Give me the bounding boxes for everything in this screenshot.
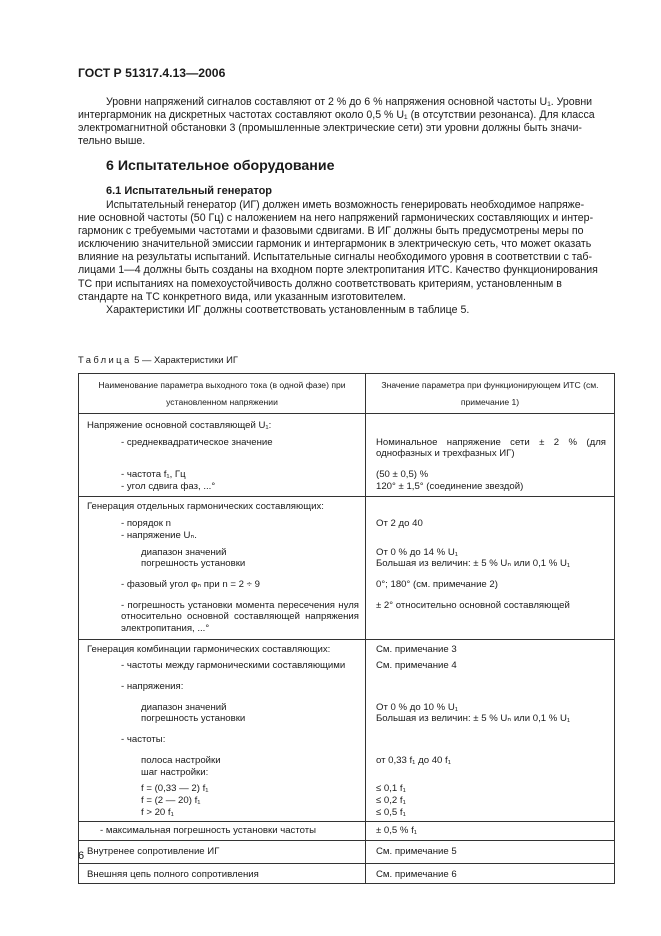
param-value: См. примечание 3 (376, 643, 457, 655)
param-value: См. примечание 6 (376, 868, 457, 880)
param-label: - частота f₁, Гц (121, 469, 186, 481)
param-label: шаг настройки: (141, 766, 209, 778)
param-label: - напряжения: (121, 681, 184, 693)
param-label: - угол сдвига фаз, ...° (121, 480, 216, 492)
param-label: - фазовый угол φₙ при n = 2 ÷ 9 (121, 578, 260, 590)
value-cell (366, 497, 615, 639)
characteristics-table (78, 373, 615, 884)
value-cell (366, 840, 615, 863)
param-value: См. примечание 5 (376, 845, 457, 857)
intro-line: интергармоник на дискретных частотах составляют около 0,5 % U₁ (в отсутствии резонанса). Для класса (78, 109, 595, 122)
param-value: От 2 до 40 (376, 518, 423, 530)
param-value: ± 0,5 % f₁ (376, 825, 418, 837)
group-title: Напряжение основной составляющей U₁: (87, 420, 272, 431)
param-value: Номинальное напряжение сети ± 2 % (для однофазных и трехфазных ИГ) (376, 436, 606, 460)
body-line: лицами 1—4 должны быть созданы на входном порте электропитания ИТС. Качество функционирования (78, 264, 598, 277)
parameter-cell (79, 863, 366, 884)
group-title: Генерация комбинации гармонических составляющих: (87, 643, 331, 655)
table-header-row (79, 374, 615, 414)
table-row (79, 414, 615, 497)
table-caption-title: 5 — Характеристики ИГ (134, 354, 238, 365)
param-value: 120° ± 1,5° (соединение звездой) (376, 480, 524, 492)
table-caption (78, 354, 238, 365)
body-line: ТС при испытаниях на помехоустойчивость должно соответствовать критериям, установленным в (78, 277, 562, 290)
param-label: Внутренее сопротивление ИГ (87, 845, 220, 857)
param-label: f = (2 — 20) f₁ (141, 794, 201, 806)
param-value: (50 ± 0,5) % (376, 469, 429, 481)
param-value: От 0 % до 14 % U₁ (376, 546, 459, 558)
body-line: стандарте на ТС конкретного вида, или указанным изготовителем. (78, 290, 406, 303)
param-label: погрешность установки (141, 558, 246, 570)
table-caption-word: Таблица (78, 354, 132, 365)
intro-line: электромагнитной обстановки 3 (промышленные электрические сети) эти уровни должны быть значи- (78, 122, 582, 135)
intro-line: Уровни напряжений сигналов составляют от 2 % до 6 % напряжения основной частоты U₁. Уровни (106, 96, 593, 108)
param-label: f > 20 f₁ (141, 806, 174, 818)
param-label: f = (0,33 — 2) f₁ (141, 783, 209, 795)
body-line: Испытательный генератор (ИГ) должен иметь возможность генерировать необходимое напряже- (106, 199, 585, 211)
param-value: См. примечание 4 (376, 660, 457, 672)
header-line: примечание 1) (460, 397, 520, 407)
param-label: диапазон значений (141, 546, 227, 558)
param-label: погрешность установки (141, 713, 246, 725)
parameter-cell (79, 840, 366, 863)
page-number: 6 (78, 850, 85, 862)
intro-line: тельно выше. (78, 135, 146, 148)
table-row (79, 863, 615, 884)
param-value: ≤ 0,1 f₁ (376, 783, 406, 795)
value-cell (366, 822, 615, 841)
param-label: диапазон значений (141, 701, 227, 713)
header-line: Значение параметра при функционирующем ИТС (см. (381, 380, 599, 390)
param-label: - напряжение Uₙ. (121, 529, 197, 541)
param-label: - частоты: (121, 734, 166, 746)
param-label: - частоты между гармоническими составляющими (121, 660, 346, 672)
table-row (79, 497, 615, 639)
header-line: Наименование параметра выходного тока (в одной фазе) при (98, 380, 346, 390)
table-row (79, 639, 615, 822)
param-label: - погрешность установки момента пересечения нуля относительно основной составляющей напряжения электропитания, ...° (121, 599, 359, 634)
param-value: ≤ 0,5 f₁ (376, 806, 406, 818)
param-value: Большая из величин: ± 5 % Uₙ или 0,1 % U₁ (376, 558, 571, 570)
body-line: Характеристики ИГ должны соответствовать установленным в таблице 5. (106, 303, 470, 316)
parameter-cell (79, 822, 366, 841)
parameter-cell (79, 639, 366, 822)
param-label: полоса настройки (141, 754, 221, 766)
param-value: ± 2° относительно основной составляющей (376, 599, 570, 611)
table-row (79, 840, 615, 863)
param-value: Большая из величин: ± 5 % Uₙ или 0,1 % U₁ (376, 713, 571, 725)
parameter-cell (79, 497, 366, 639)
column-header-value (366, 374, 615, 414)
param-value: от 0,33 f₁ до 40 f₁ (376, 754, 451, 766)
header-line: установленном напряжении (166, 397, 278, 407)
param-label: Внешняя цепь полного сопротивления (87, 868, 259, 880)
value-cell (366, 414, 615, 497)
parameter-cell (79, 414, 366, 497)
body-line: ние основной частоты (50 Гц) с наложением на него напряжений гармонических составляющих и интер- (78, 212, 594, 225)
param-label: - среднеквадратическое значение (121, 436, 273, 448)
param-value: От 0 % до 10 % U₁ (376, 701, 459, 713)
section-paragraph (78, 199, 614, 317)
param-value: ≤ 0,2 f₁ (376, 794, 406, 806)
body-line: исключению значительной эмиссии гармоник и интергармоник в электрическую сеть, что может оказать (78, 238, 592, 251)
table-row (79, 822, 615, 841)
body-line: влияние на результаты испытаний. Испытательные сигналы необходимого уровня в соответствии с таб- (78, 251, 593, 264)
subsection-heading: 6.1 Испытательный генератор (106, 185, 273, 197)
document-header: ГОСТ Р 51317.4.13—2006 (78, 66, 226, 80)
group-title: Генерация отдельных гармонических составляющих: (87, 501, 324, 513)
intro-paragraph (78, 96, 614, 148)
param-label: - порядок n (121, 518, 171, 530)
section-heading: 6 Испытательное оборудование (106, 158, 335, 174)
param-label: - максимальная погрешность установки частоты (100, 825, 317, 837)
value-cell (366, 863, 615, 884)
body-line: гармоник с требуемыми частотами и фазовыми сдвигами. В ИГ должны быть предусмотрены меры по (78, 225, 584, 238)
column-header-parameter (79, 374, 366, 414)
param-value: 0°; 180° (см. примечание 2) (376, 578, 498, 590)
value-cell (366, 639, 615, 822)
